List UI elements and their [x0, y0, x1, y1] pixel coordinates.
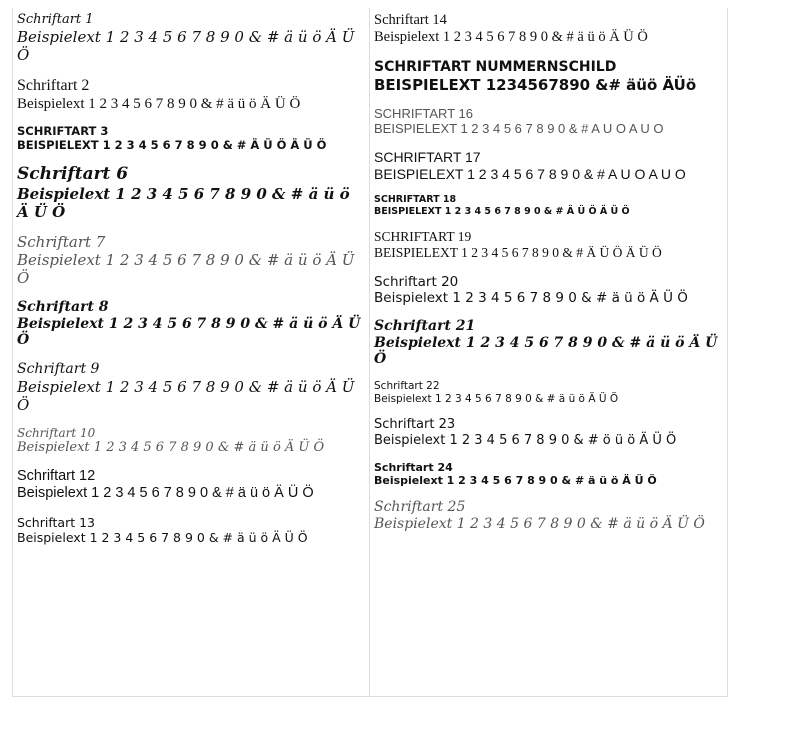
font-title: Schriftart 9 — [17, 361, 100, 378]
font-sample-2 — [17, 76, 363, 113]
font-title: SCHRIFTART 3 — [17, 123, 109, 138]
font-sample-24 — [374, 461, 721, 487]
font-sample-12 — [17, 468, 363, 503]
font-title: Schriftart 6 — [17, 164, 129, 185]
font-title: SCHRIFTART 16 — [374, 105, 473, 121]
font-sample-text: Beispielext 1 2 3 4 5 6 7 8 9 0 & # ä ü ö Ä Ü Ö — [17, 95, 301, 112]
font-title: SCHRIFTART 18 — [374, 194, 457, 206]
font-sample-text: Beispielext 1 2 3 4 5 6 7 8 9 0 & # ä ü ö Ä Ü Ö — [17, 315, 361, 349]
font-sample-text: BEISPIELEXT 1 2 3 4 5 6 7 8 9 0 & # Ä Ü Ö Ä Ü Ö — [17, 137, 327, 152]
font-sample-text: BEISPIELEXT 1 2 3 4 5 6 7 8 9 0 & # Ä Ü Ö Ä Ü Ö — [374, 245, 662, 261]
left-column — [13, 8, 370, 696]
font-sample-3 — [17, 125, 363, 153]
font-sample-text: Beispielext 1 2 3 4 5 6 7 8 9 0 & # ä ü ö Ä Ü Ö — [17, 529, 308, 545]
font-sample-17 — [374, 149, 721, 183]
font-sample-text: BEISPIELEXT 1 2 3 4 5 6 7 8 9 0 & # A U O A U O — [374, 121, 664, 137]
font-sample-text: Beispielext 1 2 3 4 5 6 7 8 9 0 & # ä ü ö Ä Ü Ö — [17, 377, 355, 414]
font-title: Schriftart 10 — [17, 425, 96, 440]
font-sample-text: Beispielext 1 2 3 4 5 6 7 8 9 0 & # ä ü ö Ä Ü Ö — [17, 250, 355, 287]
font-title: SCHRIFTART NUMMERNSCHILD — [374, 58, 617, 75]
font-sample-sheet — [12, 8, 728, 697]
right-column — [370, 8, 727, 696]
font-title: Schriftart 2 — [17, 76, 90, 94]
font-sample-10 — [17, 426, 363, 456]
font-sample-text: Beispielext 1 2 3 4 5 6 7 8 9 0 & # ä ü ö Ä Ü Ö — [17, 27, 355, 64]
font-sample-14 — [374, 12, 721, 47]
font-title: Schriftart 13 — [17, 514, 96, 530]
font-title: SCHRIFTART 17 — [374, 148, 481, 165]
font-title: SCHRIFTART 19 — [374, 229, 472, 245]
font-sample-18 — [374, 194, 721, 217]
font-sample-20 — [374, 274, 721, 306]
font-sample-7 — [17, 233, 363, 287]
font-sample-8 — [17, 299, 363, 349]
font-title: Schriftart 22 — [374, 380, 440, 393]
font-sample-text: BEISPIELEXT 1 2 3 4 5 6 7 8 9 0 & # Ä Ü Ö Ä Ü Ö — [374, 205, 630, 217]
font-sample-19 — [374, 229, 721, 261]
font-sample-6 — [17, 164, 363, 220]
font-title: Schriftart 14 — [374, 12, 447, 28]
font-sample-22 — [374, 380, 721, 405]
font-sample-text: Beispielext 1 2 3 4 5 6 7 8 9 0 & # ä ü ö Ä Ü Ö — [374, 29, 648, 46]
font-sample-21 — [374, 318, 721, 368]
font-title: Schriftart 23 — [374, 417, 456, 433]
font-title: Schriftart 8 — [17, 298, 109, 315]
font-sample-text: Beispielext 1 2 3 4 5 6 7 8 9 0 & # ä ü ö Ä Ü Ö — [374, 515, 705, 532]
font-sample-text: Beispielext 1 2 3 4 5 6 7 8 9 0 & # ä ü ö Ä Ü Ö — [374, 334, 718, 368]
font-sample-23 — [374, 417, 721, 448]
font-sample-text: Beispielext 1 2 3 4 5 6 7 8 9 0 & # ä ü ö Ä Ü Ö — [17, 184, 350, 221]
font-sample-nummernschild — [374, 59, 721, 94]
font-sample-text: Beispielext 1 2 3 4 5 6 7 8 9 0 & # ä ü ö Ä Ü Ö — [374, 392, 619, 405]
font-sample-13 — [17, 515, 363, 545]
font-title: Schriftart 25 — [374, 499, 466, 516]
font-sample-16 — [374, 106, 721, 137]
font-sample-text: Beispielext 1 2 3 4 5 6 7 8 9 0 & # ä ü ö Ä Ü Ö — [17, 440, 325, 456]
font-sample-text: Beispielext 1 2 3 4 5 6 7 8 9 0 & # ä ü ö Ä Ü Ö — [17, 485, 314, 502]
font-sample-9 — [17, 361, 363, 414]
font-sample-text: BEISPIELEXT 1 2 3 4 5 6 7 8 9 0 & # A U O A U O — [374, 165, 686, 182]
font-title: Schriftart 21 — [374, 317, 476, 334]
font-title: Schriftart 20 — [374, 273, 459, 290]
font-sample-text: Beispielext 1 2 3 4 5 6 7 8 9 0 & # ä ü ö Ä Ü Ö — [374, 473, 657, 487]
font-title: Schriftart 1 — [17, 12, 94, 27]
font-title: Schriftart 24 — [374, 460, 453, 474]
font-sample-1 — [17, 12, 363, 64]
font-sample-25 — [374, 499, 721, 533]
font-sample-text: Beispielext 1 2 3 4 5 6 7 8 9 0 & # ö ü ö Ä Ü Ö — [374, 433, 677, 449]
font-title: Schriftart 12 — [17, 467, 96, 484]
font-sample-text: Beispielext 1 2 3 4 5 6 7 8 9 0 & # ä ü ö Ä Ü Ö — [374, 289, 688, 306]
font-sample-text: BEISPIELEXT 1234567890 &# äüö ÄÜö — [374, 75, 697, 94]
font-title: Schriftart 7 — [17, 232, 106, 251]
